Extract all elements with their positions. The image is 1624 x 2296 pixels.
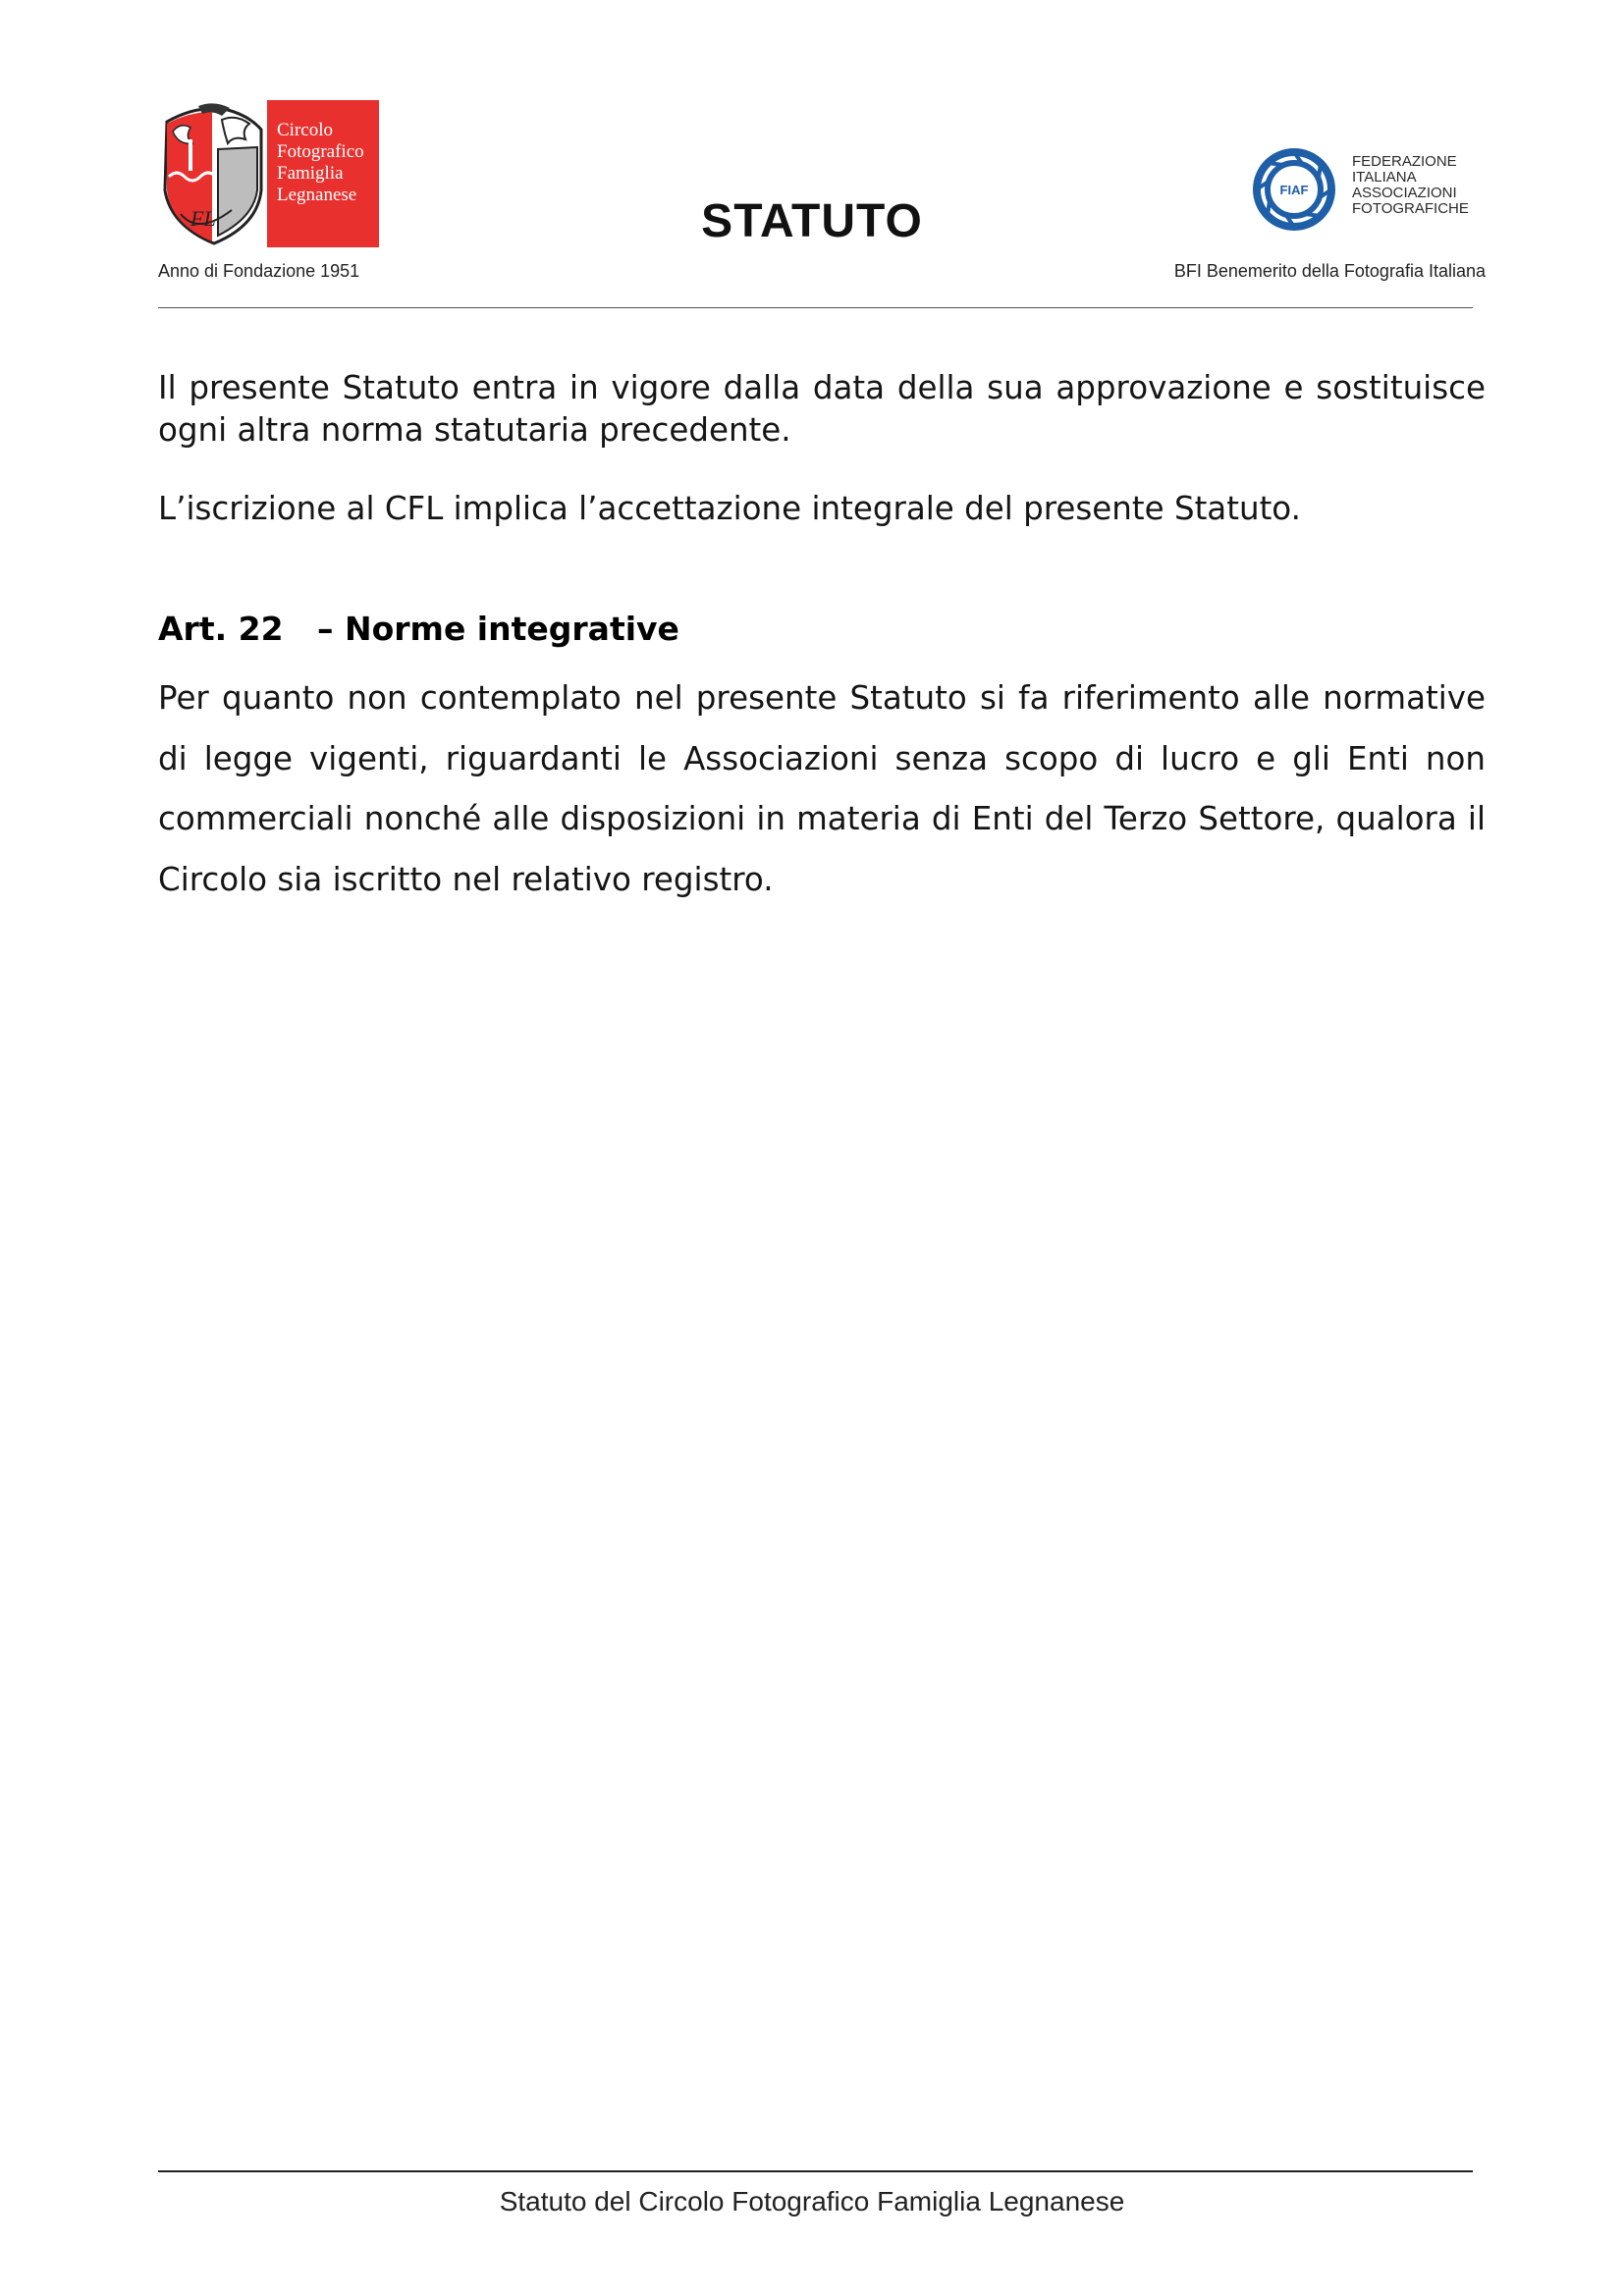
paragraph-entry-into-force: Il presente Statuto entra in vigore dalla data della sua approvazione e sostituisce ogni altra norma statutaria precedente. [158,369,1486,449]
fiaf-logo-text [1352,154,1499,217]
footer-text: Statuto del Circolo Fotografico Famiglia Legnanese [499,2186,1125,2216]
svg-text:FL: FL [190,206,216,231]
fiaf-aperture-icon [1252,147,1336,232]
article-heading: Art. 22 – Norme integrative [158,610,679,648]
founding-year-text: Anno di Fondazione 1951 [158,261,360,281]
fiaf-mark-text: FIAF [1279,183,1309,197]
header-divider [158,307,1473,308]
paragraph-supplementary-rules: Per quanto non contemplato nel presente Statuto si fa riferimento alle normative di legge vigenti, riguardanti le Associazioni senza scopo di lucro e gli Enti non commerciali nonché alle disposizioni in materia di Enti del Terzo Settore, qualora il Circolo sia iscritto nel relativo registro. [158,679,1486,898]
fiaf-logo-line: ASSOCIAZIONI [1352,185,1457,201]
fiaf-logo-line: FOTOGRAFICHE [1352,200,1469,217]
cfl-logo-line: Famiglia [277,163,344,184]
fiaf-logo [1252,147,1488,236]
cfl-logo-line: Fotografico [277,141,364,162]
page-title: STATUTO [701,195,923,247]
cfl-logo-line: Legnanese [277,185,357,205]
cfl-logo-line: Circolo [277,120,333,140]
bfi-award-text: BFI Benemerito della Fotografia Italiana [1173,261,1486,281]
fiaf-logo-line: FEDERAZIONE [1352,153,1457,170]
fiaf-logo-line: ITALIANA [1352,169,1417,186]
footer-divider [158,2170,1473,2172]
paragraph-membership-acceptance: L’iscrizione al CFL implica l’accettazione integrale del presente Statuto. [158,490,1301,527]
